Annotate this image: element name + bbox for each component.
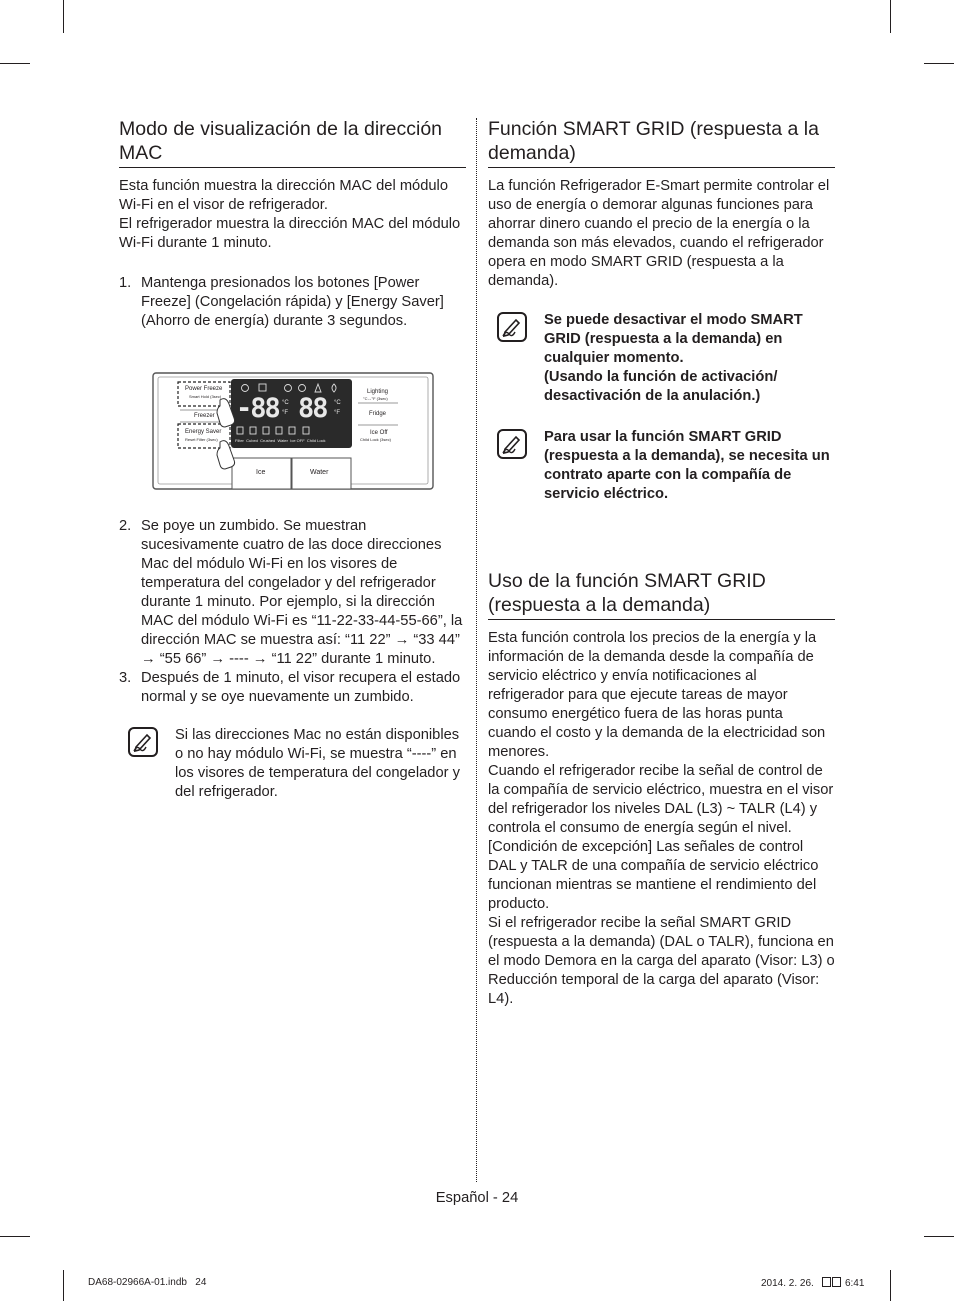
power-freeze-sub-label: Smart Hold (3sec)	[189, 394, 222, 399]
footer-time: 6:41	[844, 1278, 865, 1289]
glyph-box-icon	[832, 1277, 841, 1287]
note-block	[488, 428, 835, 504]
smart-grid-use-paragraph: Si el refrigerador recibe la señal SMART GRID (respuesta a la demanda) (DAL o TALR), funciona en el modo Demora en la carga del aparato (Visor: L3) o Reducción temporal de la carga del aparato (Visor: L4).	[488, 915, 835, 1007]
glyph-box-icon	[822, 1277, 831, 1287]
column-divider	[476, 118, 477, 1182]
smart-grid-use-paragraph: Cuando el refrigerador recibe la señal de control de la compañía de servicio eléctrico, muestra en el visor del refrigerador los niveles DAL (L3) ~ TALR (L4) y controla el consumo de energía según el nivel.	[488, 763, 834, 836]
crop-mark	[0, 63, 30, 64]
note-text: Para usar la función SMART GRID (respuesta a la demanda), se necesita un contrato aparte con la compañía de servicio eléctrico.	[544, 429, 830, 502]
energy-saver-sub-label: Reset Filter (3sec)	[185, 437, 218, 442]
lighting-sub-label: °C↔°F (3sec)	[363, 396, 388, 401]
display-icon-labels: Filter Cubed Crushed Water Ice OFF Child Lock	[235, 438, 326, 443]
water-button-label: Water	[310, 469, 329, 476]
power-freeze-label: Power Freeze	[185, 386, 223, 392]
note-icon	[128, 727, 158, 757]
smart-grid-use-paragraph: [Condición de excepción] Las señales de control DAL y TALR de una compañía de servicio eléctrico funcionan mientras se mantiene el rendimiento del producto.	[488, 839, 819, 912]
footer-date: 2014. 2. 26.	[761, 1278, 814, 1289]
crop-mark	[63, 0, 64, 33]
left-column	[119, 117, 466, 802]
fridge-unit-c: °C	[334, 400, 341, 406]
note-text: (Usando la función de activación/ desactivación de la anulación.)	[544, 369, 778, 404]
note-icon	[497, 312, 527, 342]
intro-paragraph: El refrigerador muestra la dirección MAC del módulo Wi-Fi durante 1 minuto.	[119, 216, 461, 251]
note-text: Si las direcciones Mac no están disponibles o no hay módulo Wi-Fi, se muestra “----” en los visores de temperatura del congelador y del refrigerador.	[175, 727, 460, 800]
control-panel-figure	[152, 372, 434, 492]
lighting-label: Lighting	[367, 389, 389, 395]
energy-saver-label: Energy Saver	[185, 429, 222, 435]
section-heading-smart-grid: Función SMART GRID (respuesta a la demanda)	[488, 117, 835, 168]
smart-grid-use-paragraph: Esta función controla los precios de la energía y la información de la demanda desde la compañía de servicio eléctrico y envía notificaciones al refrigerador para que ejecute tareas de mayor consumo energético fuera de las horas punta cuando el costo y la demanda de la electricidad son menores.	[488, 630, 826, 760]
ice-button-label: Ice	[256, 469, 266, 476]
crop-mark	[890, 1270, 891, 1301]
ice-off-label: Ice Off	[370, 430, 388, 436]
note-icon	[497, 429, 527, 459]
steps-list	[119, 517, 466, 707]
smart-grid-paragraph: La función Refrigerador E-Smart permite controlar el uso de energía o demorar algunas funciones para ahorrar dinero cuando el precio de la energía o la demanda son más elevados, cuando el refrigerador opera en modo SMART GRID (respuesta a la demanda).	[488, 178, 830, 289]
freezer-temp-digits: -88	[236, 393, 279, 424]
ice-off-sub-label: Child Lock (3sec)	[360, 437, 391, 442]
note-text: Se puede desactivar el modo SMART GRID (respuesta a la demanda) en cualquier momento.	[544, 312, 803, 366]
right-column	[488, 117, 835, 1009]
list-item: 3. Después de 1 minuto, el visor recupera el estado normal y se oye nuevamente un zumbido.	[119, 670, 461, 705]
steps-list	[119, 274, 466, 331]
note-block	[488, 311, 835, 406]
fridge-temp-digits: 88	[298, 393, 327, 424]
freezer-unit-c: °C	[282, 400, 289, 406]
freezer-unit-f: °F	[282, 410, 289, 416]
section-heading-mac: Modo de visualización de la dirección MAC	[119, 117, 466, 168]
fridge-unit-f: °F	[334, 410, 341, 416]
freezer-label: Freezer	[194, 413, 215, 419]
crop-mark	[924, 1236, 954, 1237]
page-number: Español - 24	[435, 1190, 519, 1206]
list-item: 2. Se poye un zumbido. Se muestran sucesivamente cuatro de las doce direcciones Mac del módulo Wi-Fi en los visores de temperatura del congelador y del refrigerador durante 1 minuto. Por ejemplo, si la dirección MAC del módulo Wi-Fi es “11-22-33-44-55-66”, la dirección MAC se muestra así: “11 22” → “33 44” → “55 66” → ---- → “11 22” durante 1 minuto.	[119, 518, 463, 667]
note-block	[119, 726, 466, 802]
intro-paragraph: Esta función muestra la dirección MAC del módulo Wi-Fi en el visor de refrigerador.	[119, 178, 448, 213]
crop-mark	[924, 63, 954, 64]
fridge-label: Fridge	[369, 411, 387, 417]
crop-mark	[0, 1236, 30, 1237]
list-item: 1. Mantenga presionados los botones [Power Freeze] (Congelación rápida) y [Energy Saver] (Ahorro de energía) durante 3 segundos.	[119, 275, 444, 329]
crop-mark	[63, 1270, 64, 1301]
footer-file-name: DA68-02966A-01.indb 24	[88, 1277, 207, 1288]
footer-timestamp	[761, 1277, 864, 1289]
crop-mark	[890, 0, 891, 33]
section-heading-smart-grid-use: Uso de la función SMART GRID (respuesta a la demanda)	[488, 569, 835, 620]
